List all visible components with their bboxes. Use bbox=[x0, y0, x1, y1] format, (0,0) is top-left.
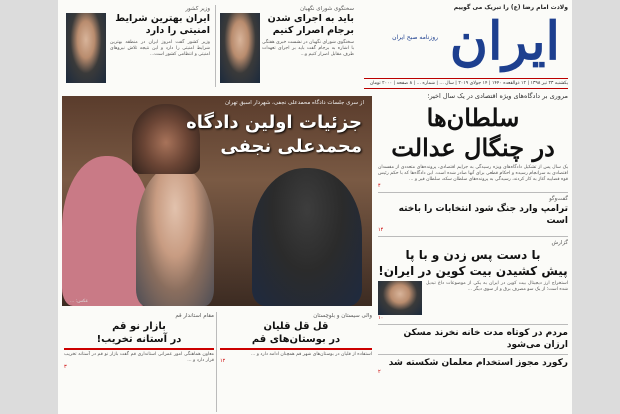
officer-figure bbox=[252, 168, 362, 306]
kicker: مقام استاندار قم bbox=[175, 313, 214, 319]
headline: ایران بهترین شرایط bbox=[115, 13, 210, 24]
photo-caption: از سری جلسات دادگاه محمدعلی نجفی، شهردار اسبق تهران bbox=[224, 100, 364, 106]
story-text: استفاده از قلیان در بوستان‌های شهر قم همچنان ادامه دارد و ... bbox=[250, 352, 372, 357]
headline: قل قل قلیان bbox=[263, 321, 329, 332]
photo-headline: محمدعلی نجفی bbox=[220, 136, 362, 157]
story-text: سخنگوی شورای نگهبان در نشست خبری هفتگی با اشاره به برجام گفت باید بر اجرای تعهدات طرف مقابل اصرار کنیم و... bbox=[262, 40, 354, 58]
newspaper-logo: ایران bbox=[449, 11, 560, 72]
headline: برجام اصرار کنیم bbox=[272, 25, 354, 36]
kicker: وزیر کشور bbox=[185, 6, 210, 12]
newspaper-subtitle: روزنامه صبح ایران bbox=[392, 34, 438, 41]
kicker: والی سیستان و بلوچستان bbox=[313, 313, 372, 319]
headline: مردم در کوتاه مدت خانه نخرند مسکن ارزان می‌شود bbox=[403, 328, 568, 351]
masthead bbox=[364, 4, 568, 90]
lead-headline-line: در چنگال عدالت bbox=[391, 133, 555, 162]
kicker: گفت‌وگو bbox=[549, 196, 568, 203]
headline: رکورد مجوز استخدام معلمان شکسته شد bbox=[388, 358, 568, 369]
story-bitcoin bbox=[378, 236, 568, 321]
lead-headline bbox=[378, 103, 568, 163]
story-housing bbox=[378, 324, 568, 351]
headline: با دست پس زدن و با پا bbox=[405, 248, 541, 263]
story-text: استخراج ارز دیجیتال بیت کوین در ایران به یکی از موضوعات داغ تبدیل شده است؛ از یک سو مصرف برق و از سوی دیگر ... bbox=[426, 281, 568, 293]
right-column bbox=[378, 92, 568, 375]
story-text-columns bbox=[378, 281, 568, 315]
headline: ترامپ وارد جنگ شود انتخابات را باخته است bbox=[398, 204, 568, 227]
story-teachers bbox=[378, 354, 568, 375]
page-ref: ۳ bbox=[64, 364, 67, 371]
page-ref: ۱۲ bbox=[220, 358, 226, 365]
lead-headline-line: سلطان‌ها bbox=[426, 103, 520, 132]
page-ref: ۱۴ bbox=[378, 227, 384, 234]
main-photo bbox=[62, 96, 372, 306]
headline: پیش کشیدن بیت کوین در ایران! bbox=[378, 264, 568, 279]
top-story-interior-minister bbox=[62, 5, 212, 87]
headline: باید به اجرای شدن bbox=[267, 13, 354, 24]
newspaper-front-page bbox=[58, 0, 572, 414]
bottom-story-bazaar bbox=[64, 312, 214, 412]
page-ref: ۱۰ bbox=[378, 315, 384, 322]
divider bbox=[220, 348, 372, 350]
kicker: گزارش bbox=[551, 240, 568, 247]
story-trump bbox=[378, 192, 568, 233]
lead-kicker: مروری بر دادگاه‌های ویژه اقتصادی در یک سال اخیر؛ bbox=[427, 92, 568, 100]
top-story-spokesman bbox=[215, 5, 358, 87]
spokesman-photo bbox=[220, 13, 260, 83]
page-ref: ۴ bbox=[378, 183, 381, 190]
headline: در بوستان‌های قم bbox=[251, 334, 341, 345]
minister-photo bbox=[66, 13, 106, 83]
dateline: یکشنبه ۲۳ تیر ۱۳۹۸ | ۱۲ ذوالقعده ۱۴۴۰ | ۱۴ جولای ۲۰۱۹ | سال ... | شماره ... | ۸ صفحه | ۲۰۰۰ تومان bbox=[364, 78, 568, 89]
defendant-figure bbox=[136, 166, 214, 306]
photo-credit: عکس: ... bbox=[70, 299, 89, 304]
kicker: سخنگوی شورای نگهبان bbox=[300, 6, 354, 12]
photo-headline: جزئیات اولین دادگاه bbox=[186, 112, 362, 133]
headline: بازار نو قم bbox=[112, 321, 166, 332]
lead-text: یک سال پس از تشکیل دادگاه‌های ویژه رسیدگی به جرایم اقتصادی، پرونده‌های متعددی از مفسدان اقتصادی به سرانجام رسیده و احکام قطعی برای آنها صادر شده است. این دادگاه‌ها که با حکم رئیس قوه قضاییه آغاز به کار کردند، رسیدگی به پرونده‌های سلطان سکه، سلطان قیر و ... bbox=[378, 165, 568, 183]
story-text: معاون هماهنگی امور عمرانی استانداری قم گفت بازار نو قم در آستانه تخریب قرار دارد و ... bbox=[64, 352, 214, 364]
story-text: وزیر کشور گفت امروز ایران در منطقه بهترین شرایط امنیتی را دارد و این نتیجه تلاش نیروهای امنیتی و انتظامی کشور است... bbox=[110, 40, 210, 58]
page-ref: ۲ bbox=[378, 369, 381, 376]
masthead-top-line: ولادت امام رضا (ع) را تبریک می گوییم bbox=[453, 4, 568, 11]
divider bbox=[64, 348, 214, 350]
headline: در آستانه تخریب! bbox=[96, 334, 182, 345]
story-photo bbox=[378, 281, 422, 315]
bottom-story-hookah bbox=[216, 312, 372, 412]
headline: امنیتی را دارد bbox=[145, 25, 210, 36]
